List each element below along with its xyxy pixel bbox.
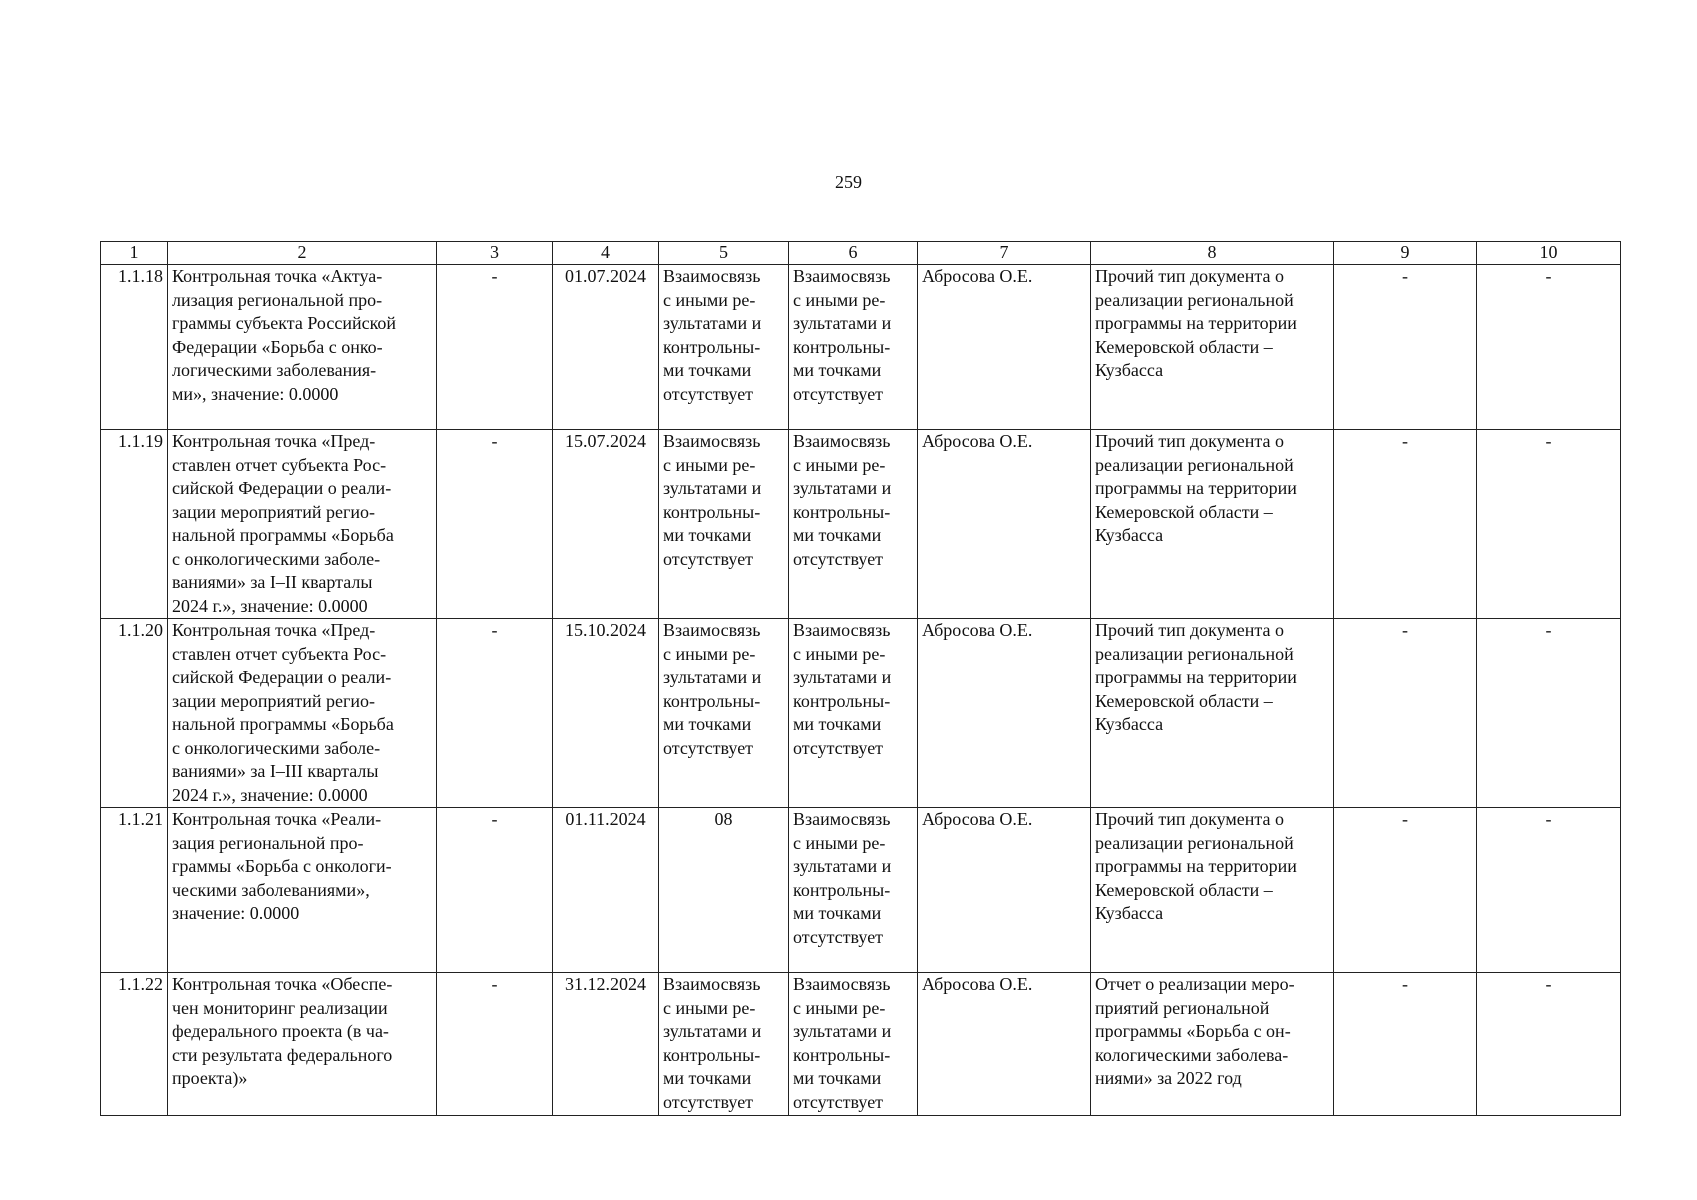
column-header: 6 xyxy=(789,242,918,265)
relation-cell: Взаимосвязь с иными ре- зультатами и контрольны- ми точками отсутствует xyxy=(789,973,918,1116)
page-number: 259 xyxy=(835,172,862,192)
relation-cell: Взаимосвязь с иными ре- зультатами и контрольны- ми точками отсутствует xyxy=(789,430,918,619)
table-row xyxy=(101,265,1621,430)
column-header: 4 xyxy=(553,242,659,265)
document-type: Прочий тип документа о реализации региональной программы на территории Кемеровской области – Кузбасса xyxy=(1091,808,1334,973)
row-number: 1.1.19 xyxy=(101,430,168,619)
col3-value: - xyxy=(437,619,553,808)
control-point-title: Контрольная точка «Пред- ставлен отчет субъекта Рос- сийской Федерации о реали- зации мероприятий регио- нальной программы «Борьба с онкологическими заболе- ваниями» за I–II кварталы 2024 г.», значение: 0.0000 xyxy=(168,430,437,619)
table-row xyxy=(101,973,1621,1116)
col9-value: - xyxy=(1334,808,1477,973)
column-header: 7 xyxy=(918,242,1091,265)
col9-value: - xyxy=(1334,265,1477,430)
col9-value: - xyxy=(1334,619,1477,808)
relation-cell: Взаимосвязь с иными ре- зультатами и контрольны- ми точками отсутствует xyxy=(659,619,789,808)
column-header: 8 xyxy=(1091,242,1334,265)
control-point-title: Контрольная точка «Обеспе- чен мониторинг реализации федерального проекта (в ча- сти результата федерального проекта)» xyxy=(168,973,437,1116)
relation-cell: Взаимосвязь с иными ре- зультатами и контрольны- ми точками отсутствует xyxy=(659,973,789,1116)
document-type: Прочий тип документа о реализации региональной программы на территории Кемеровской области – Кузбасса xyxy=(1091,619,1334,808)
control-points-table xyxy=(100,241,1621,1116)
col10-value: - xyxy=(1477,619,1621,808)
col10-value: - xyxy=(1477,430,1621,619)
due-date: 15.07.2024 xyxy=(553,430,659,619)
due-date: 15.10.2024 xyxy=(553,619,659,808)
column-header: 5 xyxy=(659,242,789,265)
relation-cell: Взаимосвязь с иными ре- зультатами и контрольны- ми точками отсутствует xyxy=(789,619,918,808)
header-row xyxy=(101,242,1621,265)
column-header: 2 xyxy=(168,242,437,265)
column-header: 9 xyxy=(1334,242,1477,265)
control-point-title: Контрольная точка «Пред- ставлен отчет субъекта Рос- сийской Федерации о реали- зации мероприятий регио- нальной программы «Борьба с онкологическими заболе- ваниями» за I–III кварталы 2024 г.», значение: 0.0000 xyxy=(168,619,437,808)
row-number: 1.1.22 xyxy=(101,973,168,1116)
relation-cell: Взаимосвязь с иными ре- зультатами и контрольны- ми точками отсутствует xyxy=(789,808,918,973)
control-point-title: Контрольная точка «Актуа- лизация региональной про- граммы субъекта Российской Федерации «Борьба с онко- логическими заболевания- ми», значение: 0.0000 xyxy=(168,265,437,430)
relation-cell: Взаимосвязь с иными ре- зультатами и контрольны- ми точками отсутствует xyxy=(789,265,918,430)
column-header: 1 xyxy=(101,242,168,265)
due-date: 01.07.2024 xyxy=(553,265,659,430)
col3-value: - xyxy=(437,973,553,1116)
col3-value: - xyxy=(437,808,553,973)
table-row xyxy=(101,430,1621,619)
row-number: 1.1.20 xyxy=(101,619,168,808)
row-number: 1.1.18 xyxy=(101,265,168,430)
relation-cell: 08 xyxy=(659,808,789,973)
responsible-person: Абросова О.Е. xyxy=(918,619,1091,808)
document-type: Прочий тип документа о реализации региональной программы на территории Кемеровской области – Кузбасса xyxy=(1091,265,1334,430)
document-type: Отчет о реализации меро- приятий региональной программы «Борьба с он- кологическими заболева- ниями» за 2022 год xyxy=(1091,973,1334,1116)
col9-value: - xyxy=(1334,430,1477,619)
responsible-person: Абросова О.Е. xyxy=(918,808,1091,973)
table-row xyxy=(101,808,1621,973)
responsible-person: Абросова О.Е. xyxy=(918,265,1091,430)
document-type: Прочий тип документа о реализации региональной программы на территории Кемеровской области – Кузбасса xyxy=(1091,430,1334,619)
responsible-person: Абросова О.Е. xyxy=(918,430,1091,619)
relation-cell: Взаимосвязь с иными ре- зультатами и контрольны- ми точками отсутствует xyxy=(659,265,789,430)
row-number: 1.1.21 xyxy=(101,808,168,973)
due-date: 31.12.2024 xyxy=(553,973,659,1116)
col10-value: - xyxy=(1477,265,1621,430)
responsible-person: Абросова О.Е. xyxy=(918,973,1091,1116)
relation-cell: Взаимосвязь с иными ре- зультатами и контрольны- ми точками отсутствует xyxy=(659,430,789,619)
column-header: 10 xyxy=(1477,242,1621,265)
due-date: 01.11.2024 xyxy=(553,808,659,973)
table-row xyxy=(101,619,1621,808)
column-header: 3 xyxy=(437,242,553,265)
col3-value: - xyxy=(437,265,553,430)
control-point-title: Контрольная точка «Реали- зация региональной про- граммы «Борьба с онкологи- ческими заболеваниями», значение: 0.0000 xyxy=(168,808,437,973)
col10-value: - xyxy=(1477,973,1621,1116)
col10-value: - xyxy=(1477,808,1621,973)
col3-value: - xyxy=(437,430,553,619)
col9-value: - xyxy=(1334,973,1477,1116)
